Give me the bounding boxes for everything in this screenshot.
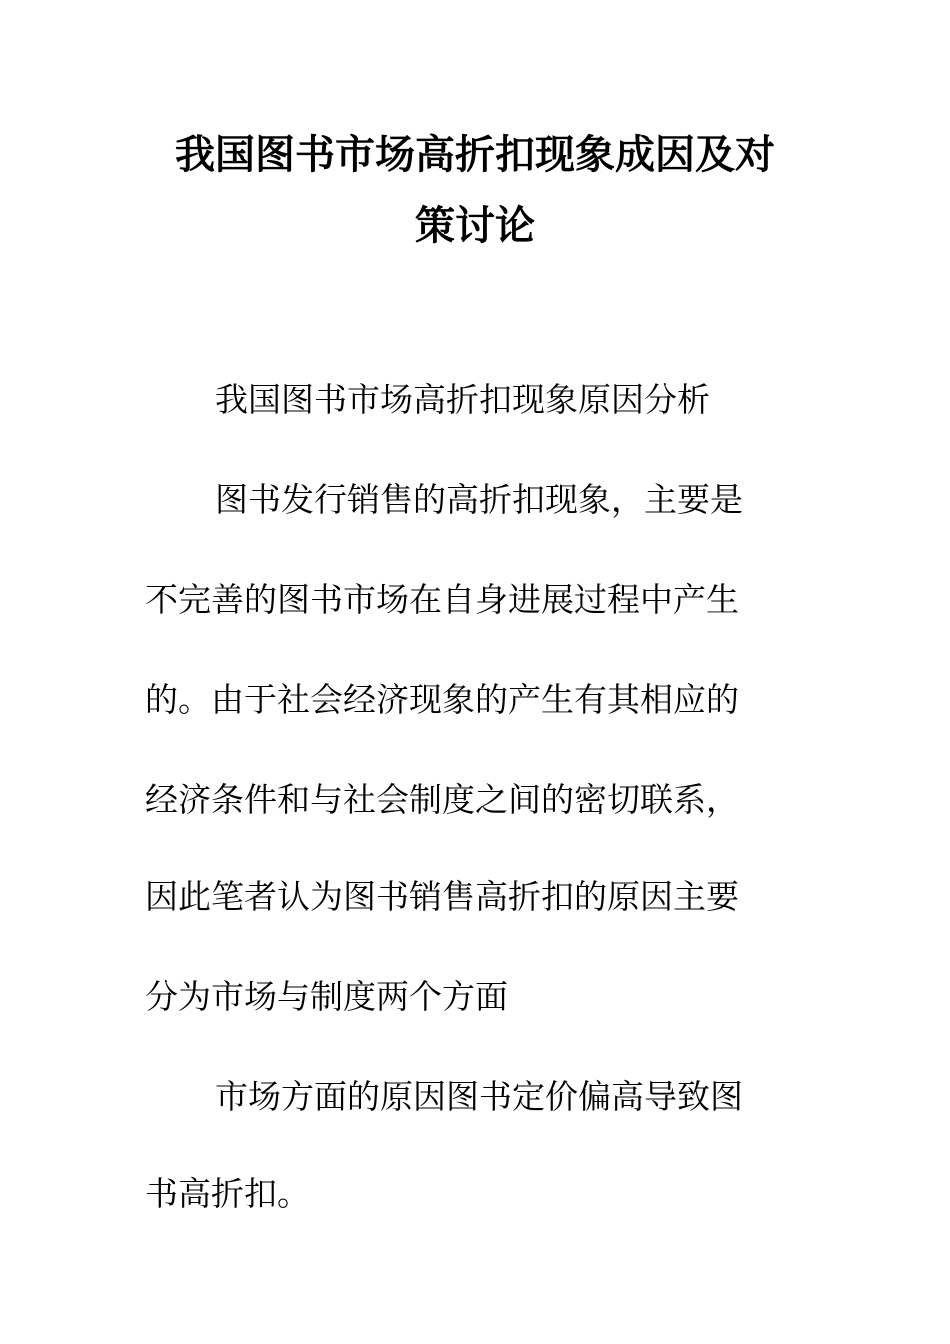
paragraph-1-line-4: 经济条件和与社会制度之间的密切联系， [145,780,739,819]
paragraph-1-line-5: 因此笔者认为图书销售高折扣的原因主要 [145,877,739,916]
paragraph-1-line-6: 分为市场与制度两个方面 [145,977,508,1016]
paragraph-1-line-3: 的。由于社会经济现象的产生有其相应的 [145,680,739,719]
paragraph-2-line-2: 书高折扣。 [145,1174,310,1213]
paragraph-1-line-2: 不完善的图书市场在自身进展过程中产生 [145,580,739,619]
document-title-line-1: 我国图书市场高折扣现象成因及对 [175,131,775,178]
section-heading: 我国图书市场高折扣现象原因分析 [215,380,710,419]
paragraph-1-line-1: 图书发行销售的高折扣现象，主要是 [215,480,743,519]
paragraph-2-line-1: 市场方面的原因图书定价偏高导致图 [215,1077,743,1116]
document-title-line-2: 策讨论 [415,202,535,249]
